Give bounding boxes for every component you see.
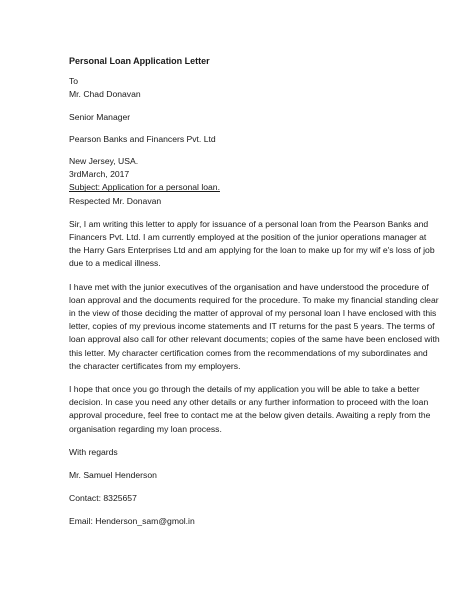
paragraph-2 xyxy=(69,281,440,373)
paragraph-1 xyxy=(69,218,435,271)
recipient-location: New Jersey, USA. xyxy=(69,156,139,167)
letter-subject: Subject: Application for a personal loan. xyxy=(69,182,220,193)
paragraph-line: the character certificates from my employers. xyxy=(69,360,241,371)
salutation: Respected Mr. Donavan xyxy=(69,195,162,206)
letter-body xyxy=(69,55,440,529)
paragraph-line: Sir, I am writing this letter to apply for issuance of a personal loan from the Pearson Banks and xyxy=(69,218,429,229)
letter-date: 3rdMarch, 2017 xyxy=(69,169,130,180)
paragraph-3 xyxy=(69,383,429,436)
paragraph-line: decision. In case you need any other details or any further information to proceed with the loan xyxy=(69,397,429,408)
paragraph-line: due to a medical illness. xyxy=(69,258,161,269)
paragraph-line: loan approval and the documents required for the procedure. To make my financial standing clear xyxy=(69,294,439,305)
paragraph-line: this letter. My character certification comes from the recommendations of my subordinates and xyxy=(69,347,428,358)
sender-name: Mr. Samuel Henderson xyxy=(69,470,157,481)
paragraph-line: I hope that once you go through the details of my application you will be able to take a better xyxy=(69,384,420,395)
recipient-company: Pearson Banks and Financers Pvt. Ltd xyxy=(69,133,216,144)
sender-email: Email: Henderson_sam@gmol.in xyxy=(69,516,195,527)
recipient-position: Senior Manager xyxy=(69,111,131,122)
paragraph-line: approval procedure, feel free to contact me at the below given details. Awaiting a reply from the xyxy=(69,410,431,421)
paragraph-line: Financers Pvt. Ltd. I am currently employed at the position of the junior operations manager at xyxy=(69,232,427,243)
letter-title: Personal Loan Application Letter xyxy=(69,56,210,66)
paragraph-line: I have met with the junior executives of the organisation and have understood the procedure of xyxy=(69,281,429,292)
paragraph-line: letter, copies of my previous income statements and IT returns for the past 5 years. The terms of xyxy=(69,321,435,332)
closing: With regards xyxy=(69,446,118,457)
recipient-name: Mr. Chad Donavan xyxy=(69,89,141,100)
paragraph-line: loan approval also call for other relevant documents; copies of the same have been enclosed with xyxy=(69,334,440,345)
sender-contact: Contact: 8325657 xyxy=(69,493,137,504)
paragraph-line: organisation regarding my loan process. xyxy=(69,423,222,434)
paragraph-line: the Harry Gars Enterprises Ltd and am applying for the loan to make up for my wif e's loss of job xyxy=(69,245,435,256)
recipient-to: To xyxy=(69,76,79,87)
paragraph-line: in the view of those deciding the matter of approval of my personal loan I have enclosed with this xyxy=(69,308,437,319)
